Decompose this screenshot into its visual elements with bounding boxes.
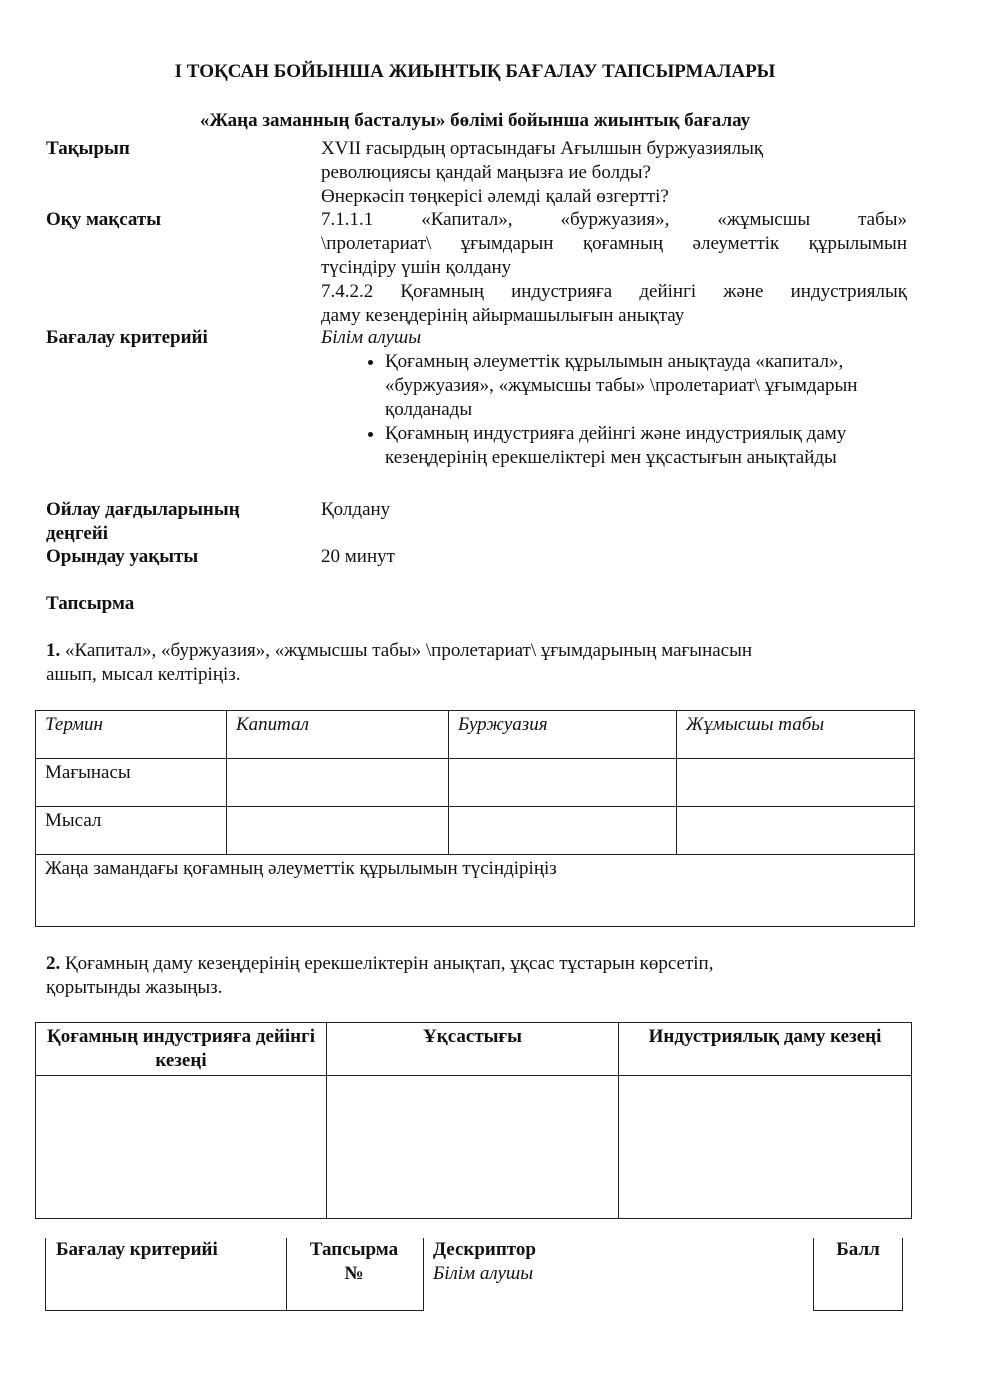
criteria-label: Бағалау критерийі: [46, 327, 208, 348]
goal-line: \пролетариат\ ұғымдарын қоғамның әлеуметтік құрылымын: [321, 233, 907, 254]
answer-cell[interactable]: [227, 759, 449, 807]
answer-cell[interactable]: [36, 1076, 327, 1219]
rubric-score-header: Балл: [813, 1238, 903, 1311]
row-label: Мысал: [36, 807, 227, 855]
task2-text: қорытынды жазыңыз.: [46, 977, 223, 998]
answer-cell[interactable]: [449, 807, 677, 855]
goal-line: даму кезеңдерінің айырмашылығын анықтау: [321, 305, 685, 326]
topic-line: XVII ғасырдың ортасындағы Ағылшын буржуазиялық: [321, 138, 764, 159]
task2-table: [35, 1022, 912, 1219]
header-cell: Индустриялық даму кезеңі: [619, 1023, 912, 1076]
row-label: Мағынасы: [36, 759, 227, 807]
rubric-task-header: [285, 1238, 424, 1311]
task1-text: ашып, мысал келтіріңіз.: [46, 664, 241, 685]
topic-line: революциясы қандай маңызға ие болды?: [321, 162, 651, 183]
level-value: Қолдану: [321, 499, 391, 520]
topic-line: Өнеркәсіп төңкерісі әлемді қалай өзгертті?: [321, 186, 669, 207]
answer-cell[interactable]: [619, 1076, 912, 1219]
answer-cell[interactable]: [449, 759, 677, 807]
task1-prompt: [46, 639, 752, 687]
criteria-item: • Қоғамның индустрияға дейінгі және индустриялық даму кезеңдерінің ерекшеліктері мен ұқсастығын анықтайды: [385, 422, 911, 470]
rubric-criteria-header: Бағалау критерийі: [45, 1238, 287, 1311]
task1-number: 1.: [46, 640, 61, 661]
header-cell: Қоғамның индустрияға дейінгі кезеңі: [36, 1023, 327, 1076]
explain-cell[interactable]: Жаңа замандағы қоғамның әлеуметтік құрылымын түсіндіріңіз: [36, 855, 915, 927]
goal-value: [321, 208, 907, 328]
topic-value: [321, 137, 907, 209]
goal-line: 7.4.2.2 Қоғамның индустрияға дейінгі және индустриялық: [321, 281, 907, 302]
task-heading: Тапсырма: [46, 593, 135, 614]
criteria-value: [321, 326, 911, 470]
level-label: [46, 498, 240, 546]
rubric-task-line: №: [344, 1263, 364, 1284]
header-cell: Жұмысшы табы: [677, 711, 915, 759]
goal-line: 7.1.1.1 «Капитал», «буржуазия», «жұмысшы табы»: [321, 209, 907, 230]
answer-cell[interactable]: [227, 807, 449, 855]
header-cell: Термин: [36, 711, 227, 759]
goal-line: түсіндіру үшін қолдану: [321, 257, 512, 278]
task1-table: [35, 710, 915, 927]
header-cell: Ұқсастығы: [327, 1023, 619, 1076]
task1-text: «Капитал», «буржуазия», «жұмысшы табы» \пролетариат\ ұғымдарының мағынасын: [65, 640, 753, 661]
level-label-line: деңгейі: [46, 523, 109, 544]
time-label: Орындау уақыты: [46, 546, 199, 567]
criteria-intro: Білім алушы: [321, 327, 422, 348]
goal-label: Оқу мақсаты: [46, 209, 162, 230]
rubric-descriptor-title: Дескриптор: [433, 1239, 536, 1260]
document-subtitle: «Жаңа заманның басталуы» бөлімі бойынша жиынтық бағалау: [199, 110, 751, 131]
criteria-list: [321, 350, 911, 470]
rubric-descriptor-header: [433, 1238, 536, 1286]
task2-number: 2.: [46, 953, 61, 974]
topic-label: Тақырып: [46, 138, 130, 159]
level-label-line: Ойлау дағдыларының: [46, 499, 240, 520]
rubric-task-line: Тапсырма: [309, 1239, 399, 1260]
answer-cell[interactable]: [327, 1076, 619, 1219]
rubric-descriptor-sub: Білім алушы: [433, 1263, 534, 1284]
answer-cell[interactable]: [677, 807, 915, 855]
document-title: І ТОҚСАН БОЙЫНША ЖИЫНТЫҚ БАҒАЛАУ ТАПСЫРМАЛАРЫ: [174, 61, 776, 82]
answer-cell[interactable]: [677, 759, 915, 807]
time-value: 20 минут: [321, 546, 395, 567]
header-cell: Капитал: [227, 711, 449, 759]
task2-text: Қоғамның даму кезеңдерінің ерекшеліктерін анықтап, ұқсас тұстарын көрсетіп,: [65, 953, 714, 974]
task2-prompt: [46, 952, 713, 1000]
criteria-item: • Қоғамның әлеуметтік құрылымын анықтауда «капитал», «буржуазия», «жұмысшы табы» \пролетариат\ ұғымдарын қолданады: [385, 350, 911, 422]
header-cell: Буржуазия: [449, 711, 677, 759]
